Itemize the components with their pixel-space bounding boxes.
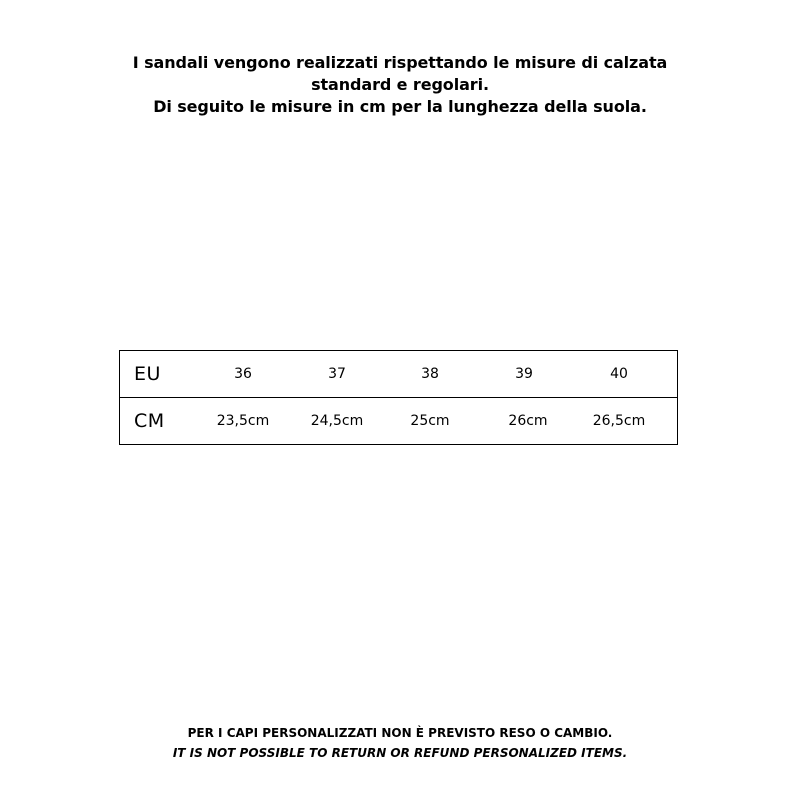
- cm-length-cell: 25cm: [410, 413, 450, 429]
- cm-length-cell: 26cm: [508, 413, 548, 429]
- return-policy-english: IT IS NOT POSSIBLE TO RETURN OR REFUND PERSONALIZED ITEMS.: [172, 746, 628, 760]
- eu-size-cell: 38: [421, 366, 439, 382]
- row-label-cm: CM: [134, 410, 165, 432]
- eu-size-cell: 36: [234, 366, 252, 382]
- cm-length-cell: 23,5cm: [216, 413, 270, 429]
- intro-text: [40, 52, 760, 118]
- row-label-eu: EU: [134, 363, 161, 385]
- intro-line-3: Di seguito le misure in cm per la lunghezza della suola.: [153, 97, 647, 116]
- intro-line-1: I sandali vengono realizzati rispettando le misure di calzata: [132, 53, 668, 72]
- return-policy-italian: PER I CAPI PERSONALIZZATI NON È PREVISTO RESO O CAMBIO.: [187, 726, 613, 740]
- size-row-cm: [120, 398, 677, 445]
- intro-line-2: standard e regolari.: [311, 75, 489, 94]
- eu-size-cell: 37: [328, 366, 346, 382]
- cm-length-cell: 26,5cm: [592, 413, 646, 429]
- cm-length-cell: 24,5cm: [310, 413, 364, 429]
- size-table: [119, 350, 678, 445]
- return-policy-note: [40, 723, 760, 763]
- size-row-eu: [120, 351, 677, 398]
- eu-size-cell: 39: [515, 366, 533, 382]
- eu-size-cell: 40: [610, 366, 628, 382]
